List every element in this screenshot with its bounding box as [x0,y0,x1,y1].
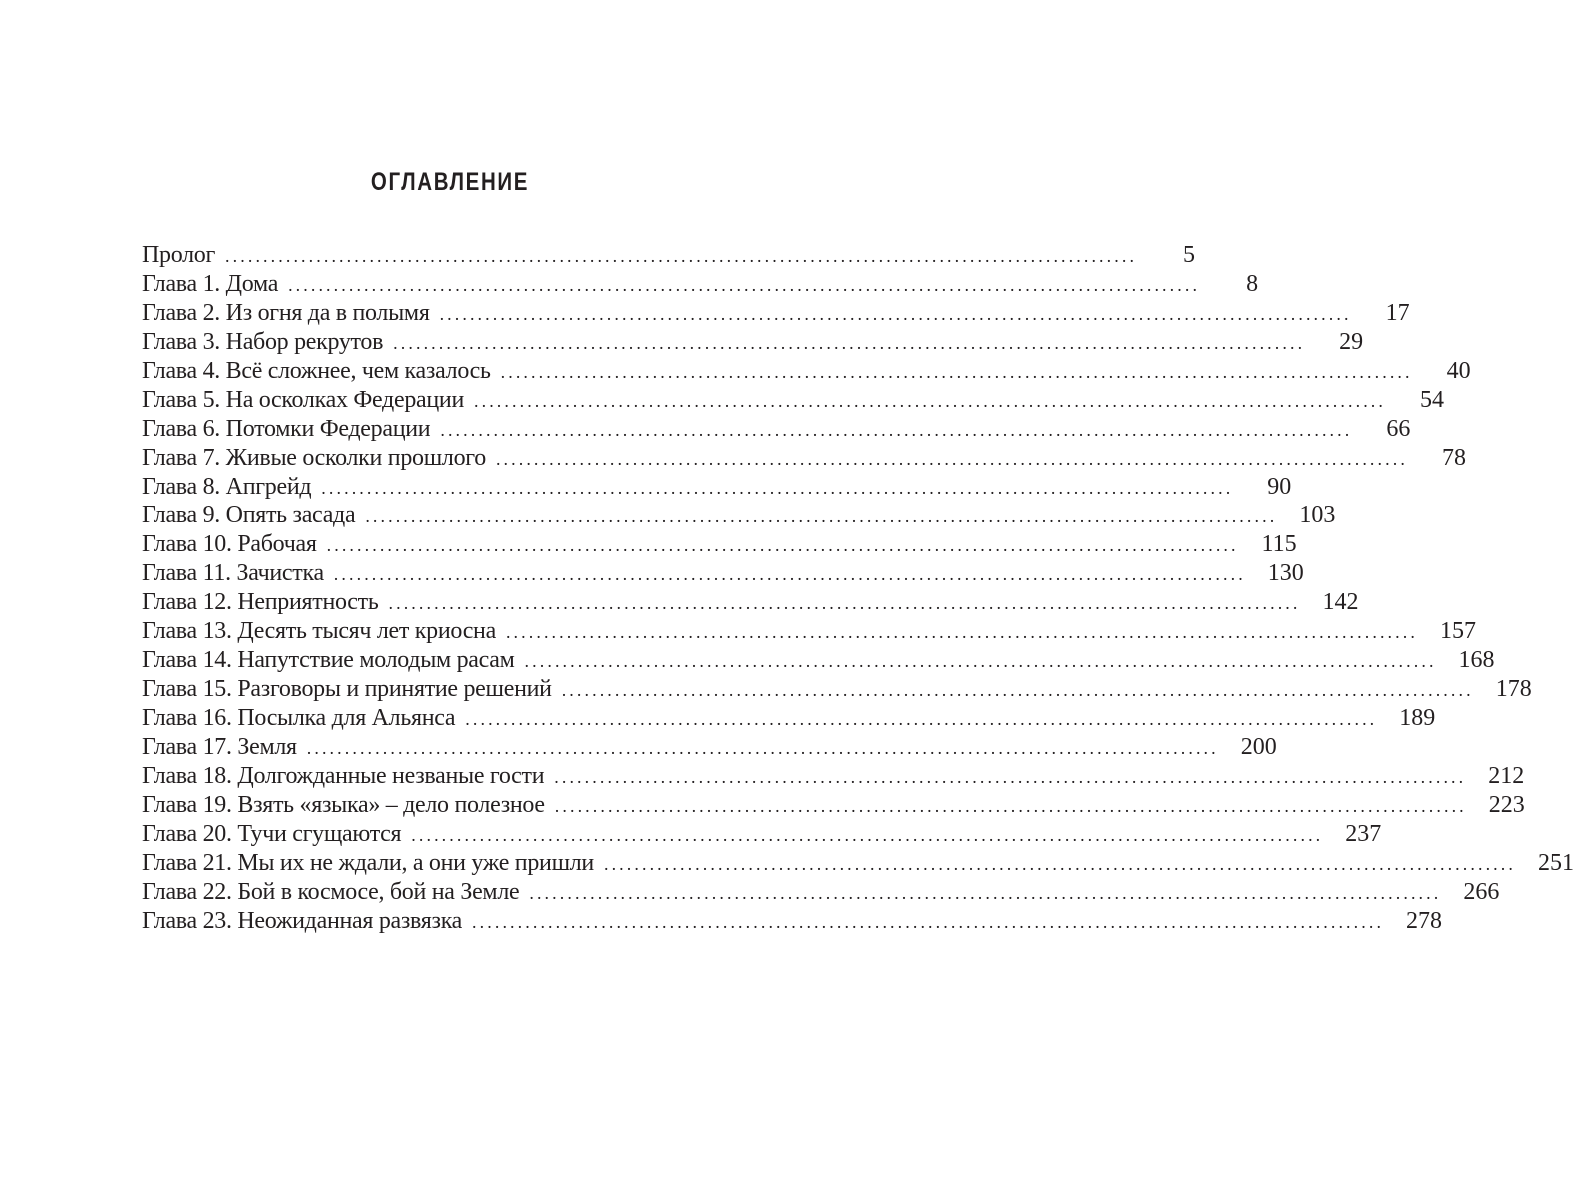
dot-leader: ........................................................................................................................ [474,390,1386,411]
toc-entry-title: Глава 20. Тучи сгущаются [142,820,402,847]
toc-entry-page-number: 66 [1386,415,1411,442]
toc-entry[interactable] [142,444,1466,473]
toc-entry-title: Глава 18. Долгожданные незваные гости [142,762,545,789]
dot-leader: ........................................................................................................................ [472,911,1385,932]
toc-entry-title: Глава 2. Из огня да в полымя [142,299,430,326]
toc-entry-title: Глава 23. Неожиданная развязка [142,907,463,934]
toc-entry[interactable] [142,501,1336,530]
dot-leader: ........................................................................................................................ [554,766,1467,787]
toc-entry-title: Глава 6. Потомки Федерации [142,415,431,442]
toc-entry[interactable] [142,241,1196,270]
dot-leader: ........................................................................................................................ [500,361,1413,382]
toc-entry-page-number: 8 [1246,270,1259,297]
toc-entry-page-number: 78 [1441,444,1466,471]
dot-leader: ........................................................................................................................ [225,246,1138,266]
dot-leader: ........................................................................................................................ [505,622,1418,643]
toc-entry[interactable] [142,299,1410,328]
toc-entry-title: Глава 17. Земля [142,733,297,760]
toc-entry-title: Глава 15. Разговоры и принятие решений [142,676,552,703]
page-title: ОГЛАВЛЕНИЕ [370,168,530,196]
dot-leader: ........................................................................................................................ [529,882,1442,903]
toc-entry[interactable] [142,704,1436,733]
dot-leader: ........................................................................................................................ [524,651,1437,672]
toc-entry-page-number: 168 [1458,647,1495,674]
toc-entry-page-number: 178 [1495,676,1532,703]
toc-entry[interactable] [142,907,1443,936]
toc-entry-title: Глава 11. Зачистка [142,560,324,587]
toc-entry-page-number: 17 [1385,299,1410,326]
toc-entry[interactable] [142,762,1525,791]
toc-entry-page-number: 40 [1446,357,1471,384]
toc-entry-title: Глава 1. Дома [142,270,279,297]
toc-entry-title: Глава 12. Неприятность [142,589,379,616]
toc-entry[interactable] [142,415,1411,444]
toc-entry-page-number: 251 [1537,849,1574,876]
dot-leader: ........................................................................................................................ [333,564,1246,585]
toc-entry-page-number: 157 [1439,618,1476,645]
dot-leader: ........................................................................................................................ [288,274,1201,295]
dot-leader: ........................................................................................................................ [365,506,1278,527]
toc-entry[interactable] [142,357,1471,386]
dot-leader: ........................................................................................................................ [306,737,1219,758]
toc-entry-title: Глава 8. Апгрейд [142,473,312,500]
toc-entry[interactable] [142,791,1525,820]
toc-entry-page-number: 189 [1399,705,1436,731]
toc-entry[interactable] [142,530,1297,559]
table-of-contents [142,241,1574,936]
toc-entry-page-number: 103 [1299,502,1336,529]
toc-entry-page-number: 29 [1339,328,1364,355]
dot-leader: ........................................................................................................................ [495,448,1408,469]
dot-leader: ........................................................................................................................ [465,709,1378,729]
toc-entry-title: Глава 19. Взять «языка» – дело полезное [142,791,545,818]
toc-entry-title: Глава 7. Живые осколки прошлого [142,444,486,471]
toc-entry-page-number: 212 [1488,762,1525,789]
toc-entry[interactable] [142,849,1574,878]
dot-leader: ........................................................................................................................ [554,795,1467,816]
toc-entry[interactable] [142,617,1476,646]
toc-entry[interactable] [142,386,1444,415]
toc-entry-page-number: 237 [1345,820,1382,847]
toc-entry[interactable] [142,328,1364,357]
toc-entry-page-number: 90 [1267,473,1292,500]
toc-entry-page-number: 142 [1322,589,1359,616]
toc-entry-title: Глава 10. Рабочая [142,531,317,558]
toc-entry[interactable] [142,878,1500,907]
toc-entry-title: Глава 9. Опять засада [142,502,356,529]
toc-entry-title: Глава 16. Посылка для Альянса [142,705,456,731]
dot-leader: ........................................................................................................................ [321,477,1234,498]
toc-entry-title: Пролог [142,242,216,268]
dot-leader: ........................................................................................................................ [388,593,1301,614]
dot-leader: ........................................................................................................................ [439,303,1352,324]
toc-entry[interactable] [142,473,1292,502]
dot-leader: ........................................................................................................................ [603,853,1516,874]
toc-entry-page-number: 130 [1267,560,1304,587]
toc-entry[interactable] [142,270,1259,299]
toc-entry-title: Глава 22. Бой в космосе, бой на Земле [142,878,520,905]
toc-entry[interactable] [142,820,1382,849]
dot-leader: ........................................................................................................................ [393,332,1306,353]
toc-entry-page-number: 266 [1463,878,1500,905]
dot-leader: ........................................................................................................................ [440,419,1353,440]
toc-entry-page-number: 115 [1261,531,1297,558]
dot-leader: ........................................................................................................................ [326,535,1239,556]
toc-entry-title: Глава 13. Десять тысяч лет криосна [142,618,496,645]
toc-entry[interactable] [142,733,1277,762]
toc-entry-title: Глава 4. Всё сложнее, чем казалось [142,357,491,384]
toc-entry-page-number: 278 [1406,907,1443,934]
toc-entry[interactable] [142,675,1532,704]
toc-entry[interactable] [142,646,1495,675]
toc-entry-title: Глава 5. На осколках Федерации [142,386,464,413]
dot-leader: ........................................................................................................................ [411,824,1324,845]
toc-entry-title: Глава 21. Мы их не ждали, а они уже пришли [142,849,594,876]
toc-entry-title: Глава 3. Набор рекрутов [142,328,384,355]
toc-entry-page-number: 200 [1240,733,1277,760]
toc-entry-page-number: 54 [1420,386,1444,413]
toc-entry-page-number: 5 [1183,242,1196,268]
toc-entry[interactable] [142,559,1304,588]
dot-leader: ........................................................................................................................ [561,680,1474,701]
toc-entry[interactable] [142,588,1359,617]
toc-entry-page-number: 223 [1488,791,1525,818]
toc-entry-title: Глава 14. Напутствие молодым расам [142,647,515,674]
